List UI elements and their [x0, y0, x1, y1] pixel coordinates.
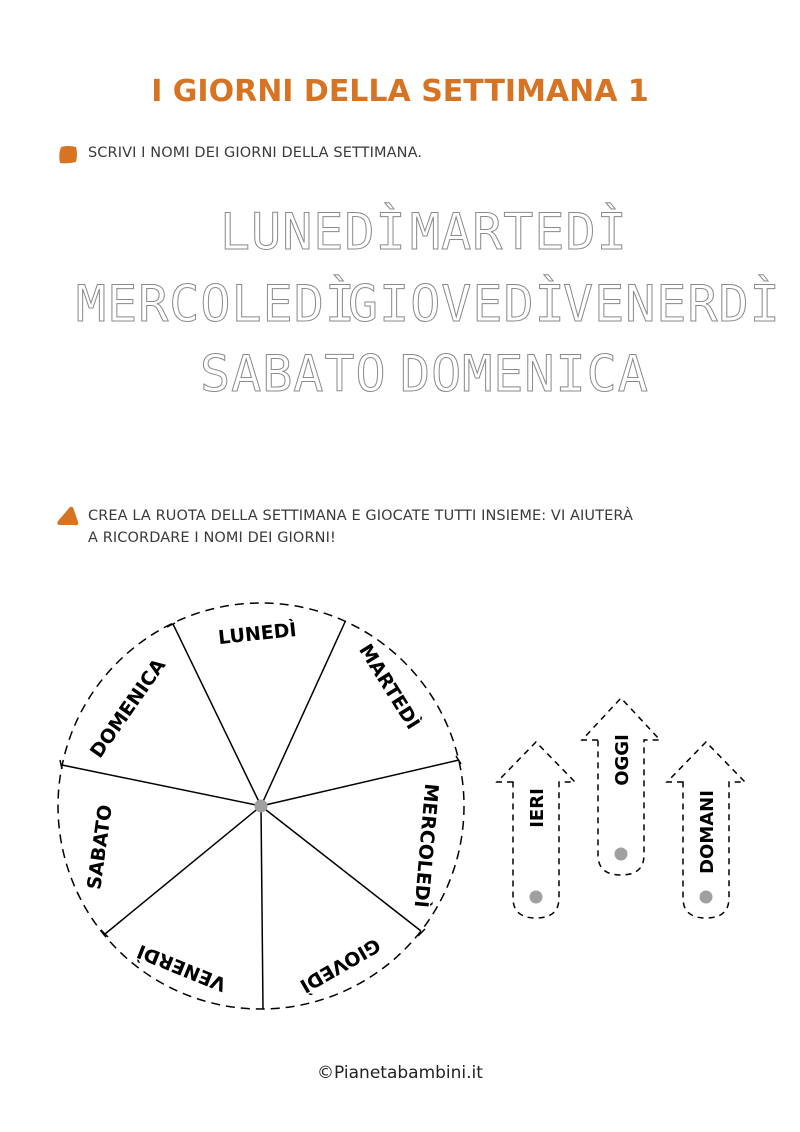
wheel-label-mercoledi: MERCOLEDÌ: [409, 782, 443, 909]
arrow-pin-icon: [700, 891, 713, 904]
copyright-footer: ©Pianetabambini.it: [317, 1063, 483, 1083]
trace-word-lunedi: LUNEDÌ: [220, 203, 407, 261]
wheel-label-martedi: MARTEDÌ: [354, 640, 424, 734]
week-wheel[interactable]: [58, 603, 464, 1009]
trace-word-mercoledi: MERCOLEDÌ: [76, 275, 356, 333]
trace-word-sabato: SABATO: [200, 345, 387, 403]
wheel-label-domenica: DOMENICA: [85, 654, 171, 763]
arrow-domani[interactable]: [667, 742, 745, 918]
page-title: I GIORNI DELLA SETTIMANA 1: [151, 74, 649, 109]
instruction-2-line-2: A RICORDARE I NOMI DEI GIORNI!: [88, 530, 336, 546]
arrow-pin-icon: [615, 848, 628, 861]
arrow-oggi[interactable]: [582, 698, 660, 875]
wheel-label-venerdi: VENERDÌ: [134, 939, 230, 996]
instruction-2-line-1: CREA LA RUOTA DELLA SETTIMANA E GIOCATE TUTTI INSIEME: VI AIUTERÀ: [88, 508, 633, 524]
trace-word-venerdi: VENERDÌ: [563, 275, 781, 333]
arrow-pin-icon: [530, 891, 543, 904]
arrow-label-domani: DOMANI: [697, 790, 718, 874]
wheel-label-lunedi: LUNEDÌ: [217, 618, 298, 650]
wheel-label-giovedi: GIOVEDÌ: [296, 933, 384, 997]
trace-word-giovedi: GIOVEDÌ: [348, 275, 566, 333]
arrow-ieri[interactable]: [497, 742, 575, 918]
instruction-1: SCRIVI I NOMI DEI GIORNI DELLA SETTIMANA.: [88, 145, 423, 161]
wheel-spokes: [60, 622, 461, 1009]
arrow-label-ieri: IERI: [527, 788, 548, 828]
trace-word-martedi: MARTEDÌ: [410, 203, 628, 261]
arrow-label-oggi: OGGI: [612, 734, 633, 786]
wheel-pin-icon: [255, 800, 268, 813]
wheel-label-sabato: SABATO: [83, 803, 117, 891]
trace-word-domenica: DOMENICA: [400, 345, 649, 403]
